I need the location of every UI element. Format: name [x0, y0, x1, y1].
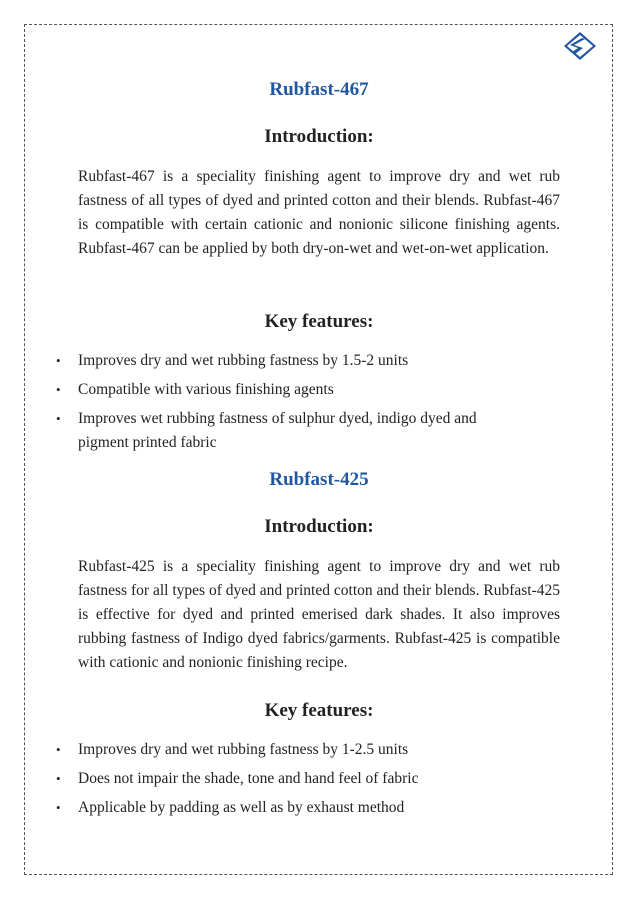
list-item: • Does not impair the shade, tone and hand feel of fabric [54, 767, 574, 791]
product1-intro-heading: Introduction: [264, 126, 374, 147]
product2-features-list [54, 738, 574, 825]
product1-title: Rubfast-467 [269, 79, 369, 100]
product2-intro-heading: Introduction: [264, 516, 374, 537]
list-item: • Improves dry and wet rubbing fastness by 1.5-2 units [54, 349, 574, 373]
product1-features-heading: Key features: [264, 311, 374, 332]
product2-features-heading: Key features: [264, 700, 374, 721]
list-item: • Improves wet rubbing fastness of sulphur dyed, indigo dyed and pigment printed fabric [54, 407, 518, 455]
product2-title: Rubfast-425 [269, 469, 369, 490]
product2-intro-text: Rubfast-425 is a speciality finishing agent to improve dry and wet rub fastness for all types of dyed and printed cotton and their blends. Rubfast-425 is effective for dyed and printed emerised dark shades. It also improves rubbing fastness of Indigo dyed fabrics/garments. Rubfast-425 is compatible with cationic and nonionic finishing recipe. [78, 558, 560, 671]
list-item: • Improves dry and wet rubbing fastness by 1-2.5 units [54, 738, 574, 762]
list-item: • Compatible with various finishing agents [54, 378, 574, 402]
company-logo-icon [563, 31, 597, 61]
product1-features-list [54, 349, 574, 460]
list-item: • Applicable by padding as well as by exhaust method [54, 796, 574, 820]
product1-intro-text: Rubfast-467 is a speciality finishing agent to improve dry and wet rub fastness of all types of dyed and printed cotton and their blends. Rubfast-467 is compatible with certain cationic and nonionic silicone finishing agents. Rubfast-467 can be applied by both dry-on-wet and wet-on-wet application. [78, 168, 560, 257]
